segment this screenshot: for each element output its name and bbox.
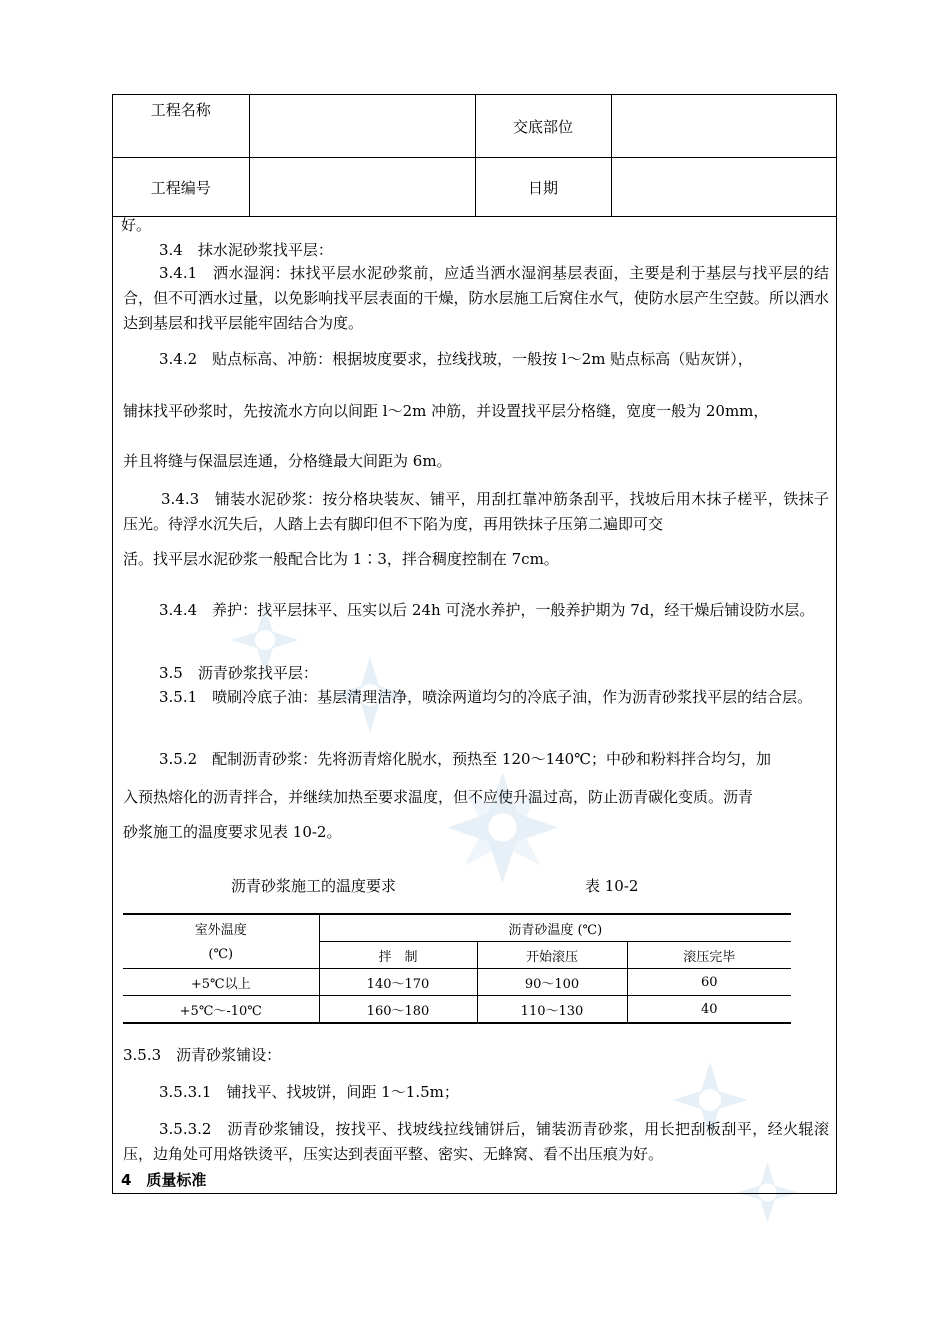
date-value — [611, 158, 836, 217]
paragraph: 砂浆施工的温度要求见表 10-2。 — [123, 823, 342, 841]
table-cell: +5℃～-10℃ — [123, 996, 319, 1024]
header-table — [113, 95, 836, 217]
table-cell: 110～130 — [477, 996, 627, 1024]
table-cell: 60 — [627, 969, 791, 996]
paragraph: 好。 — [121, 216, 152, 234]
project-name-value — [249, 95, 475, 158]
table-cell: 140～170 — [319, 969, 477, 996]
location-value — [611, 95, 836, 158]
project-name-label: 工程名称 — [113, 95, 249, 158]
table-cell: 90～100 — [477, 969, 627, 996]
table-row — [123, 969, 791, 996]
table-cell: +5℃以上 — [123, 969, 319, 996]
section-heading: 3.4 抹水泥砂浆找平层： — [159, 241, 333, 259]
paragraph: 3.5.3.1 铺找平、找坡饼，间距 1～1.5m； — [159, 1083, 459, 1101]
table-cell: 40 — [627, 996, 791, 1024]
sub-header-roll-start: 开始滚压 — [477, 942, 627, 969]
sub-header-roll-end: 滚压完毕 — [627, 942, 791, 969]
section-heading: 3.5 沥青砂浆找平层： — [159, 664, 318, 682]
project-no-label: 工程编号 — [113, 158, 249, 217]
table-row — [123, 996, 791, 1024]
paragraph: 入预热熔化的沥青拌合，并继续加热至要求温度，但不应使升温过高，防止沥青碳化变质。沥青 — [123, 788, 754, 806]
date-label: 日期 — [475, 158, 611, 217]
location-label: 交底部位 — [475, 95, 611, 158]
sub-header-mix: 拌 制 — [319, 942, 477, 969]
table-number: 表 10-2 — [585, 877, 639, 895]
group-header: 沥青砂温度 (℃) — [319, 914, 791, 942]
table-caption: 沥青砂浆施工的温度要求 — [231, 877, 397, 895]
paragraph: 铺抹找平砂浆时，先按流水方向以间距 l～2m 冲筋，并设置找平层分格缝，宽度一般为 20mm， — [123, 402, 769, 420]
paragraph: 活。找平层水泥砂浆一般配合比为 1∶3，拌合稠度控制在 7cm。 — [123, 550, 559, 568]
section-heading: 3.5.3 沥青砂浆铺设： — [123, 1046, 282, 1064]
paragraph: 3.5.1 喷刷冷底子油：基层清理洁净，喷涂两道均匀的冷底子油，作为沥青砂浆找平层的结合层。 — [159, 688, 813, 706]
paragraph: 3.5.3.2 沥青砂浆铺设，按找平、找坡线拉线铺饼后，铺装沥青砂浆，用长把刮板刮平，经火辊滚压，边角处可用烙铁烫平，压实达到表面平整、密实、无蜂窝、看不出压痕为好。 — [123, 1120, 829, 1163]
col-outdoor-temp-header: 室外温度 — [123, 914, 319, 942]
document-frame — [112, 94, 837, 1194]
project-no-value — [249, 158, 475, 217]
col-outdoor-temp-unit: (℃) — [123, 942, 319, 969]
chapter-heading: 4 质量标准 — [121, 1171, 207, 1189]
table-cell: 160～180 — [319, 996, 477, 1024]
paragraph: 3.4.2 贴点标高、冲筋：根据坡度要求，拉线找玻，一般按 l～2m 贴点标高（贴灰饼）， — [159, 350, 753, 368]
paragraph: 3.4.1 洒水湿润：抹找平层水泥砂浆前，应适当洒水湿润基层表面，主要是利于基层与找平层的结合，但不可洒水过量，以免影响找平层表面的干燥，防水层施工后窝住水气，使防水层产生空鼓。所以洒水达到基层和找平层能牢固结合为度。 — [123, 264, 829, 332]
paragraph: 3.4.3 铺装水泥砂浆：按分格块装灰、铺平，用刮扛靠冲筋条刮平，找坡后用木抹子槎平，铁抹子压光。待浮水沉失后，人踏上去有脚印但不下陷为度，再用铁抹子压第二遍即可交 — [123, 490, 829, 533]
temperature-table — [123, 913, 791, 1024]
paragraph: 3.5.2 配制沥青砂浆：先将沥青熔化脱水，预热至 120～140℃；中砂和粉料拌合均匀，加 — [159, 750, 771, 768]
paragraph: 3.4.4 养护：找平层抹平、压实以后 24h 可浇水养护，一般养护期为 7d，经干燥后铺设防水层。 — [159, 601, 815, 619]
paragraph: 并且将缝与保温层连通，分格缝最大间距为 6m。 — [123, 452, 452, 470]
